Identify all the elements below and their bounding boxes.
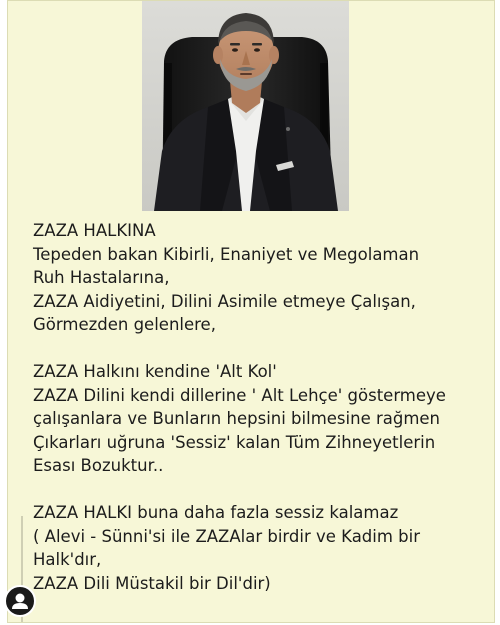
paragraph-gap	[33, 478, 488, 502]
portrait-photo	[142, 1, 349, 211]
post-line: Ruh Hastalarına,	[33, 268, 170, 287]
post-line: Esası Bozuktur..	[33, 456, 164, 475]
post-line: Tepeden bakan Kibirli, Enaniyet ve Megolaman	[33, 244, 420, 264]
post-text	[33, 219, 488, 595]
note-card	[7, 0, 495, 623]
post-line: Çıkarları uğruna 'Sessiz' kalan Tüm Zihneyetlerin	[33, 432, 436, 452]
post-line: ZAZA HALKINA	[33, 221, 156, 240]
portrait-illustration	[142, 1, 349, 211]
post-line: çalışanlara ve Bunların hepsini bilmesine rağmen	[33, 409, 441, 428]
post-line: ZAZA Aidiyetini, Dilini Asimile etmeye Çalışan,	[33, 291, 416, 311]
paragraph-gap	[33, 337, 488, 361]
post-line: ZAZA HALKI buna daha fazla sessiz kalamaz	[33, 503, 399, 522]
post-line: Görmezden gelenlere,	[33, 315, 216, 334]
post-line: Halk'dır,	[33, 550, 102, 569]
user-silhouette-icon	[6, 587, 34, 615]
post-line: ( Alevi - Sünni'si ile ZAZAlar birdir ve Kadim bir	[33, 526, 421, 546]
post-line: ZAZA Dilini kendi dillerine ' Alt Lehçe' göstermeye	[33, 385, 446, 405]
post-line: ZAZA Dili Müstakil bir Dil'dir)	[33, 573, 271, 593]
post-line: ZAZA Halkını kendine 'Alt Kol'	[33, 362, 277, 381]
user-account-icon[interactable]	[4, 585, 36, 617]
